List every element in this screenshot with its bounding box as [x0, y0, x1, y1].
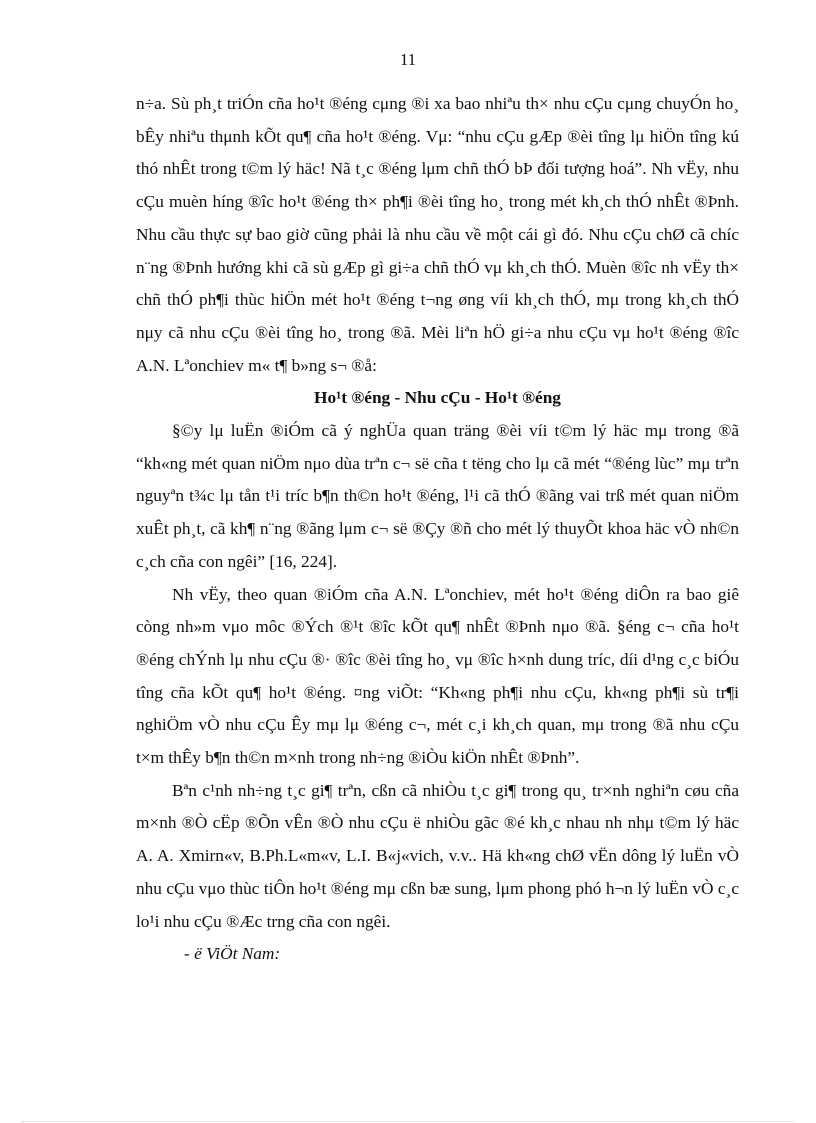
subsection-heading: - ë ViÖt Nam:	[184, 944, 281, 964]
paragraph-3: Nh vËy, theo quan ®iÓm cña A.N. Lªonchiev, mét ho¹t ®éng diÔn ra bao giê còng nh»m vμo môc ®Ých ®¹t ®îc kÕt qu¶ nhÊt ®Þnh nμo ®ã. §éng c¬ cña ho¹t ®éng chÝnh lμ nhu cÇu ®· ®îc ®èi tîng ho¸ vμ ®îc h×nh dung tríc, díi d¹ng c¸c biÓu tîng cña kÕt qu¶ ho¹t ®éng. ¤ng viÕt: “Kh«ng ph¶i nhu cÇu, kh«ng ph¶i sù tr¶i nghiÖm vÒ nhu cÇu Êy mμ lμ ®éng c¬, mét c¸i kh¸ch quan, mμ trong ®ã nhu cÇu t×m thÊy b¶n th©n m×nh trong nh÷ng ®iÒu kiÖn nhÊt ®Þnh”.	[136, 584, 739, 768]
paragraph-2: §©y lμ luËn ®iÓm cã ý nghÜa quan träng ®èi víi t©m lý häc mμ trong ®ã “kh«ng mét quan niÖm nμo dùa trªn c¬ së cña t tëng cho lμ cã mét “®éng lùc” mμ trªn nguyªn t¾c lμ tån t¹i tríc b¶n th©n ho¹t ®éng, l¹i cã thÓ ®ãng vai trß mét quan niÖm xuÊt ph¸t, cã kh¶ n¨ng ®ãng lμm c¬ së ®Çy ®ñ cho mét lý thuyÕt khoa häc vÒ nh©n c¸ch cña con ngêi” [16, 224].	[136, 421, 739, 571]
scheme-formula: Ho¹t ®éng - Nhu cÇu - Ho¹t ®éng	[314, 388, 561, 408]
paragraph-1: n÷a. Sù ph¸t triÓn cña ho¹t ®éng cμng ®i xa bao nhiªu th× nhu cÇu cμng chuyÓn ho¸ bÊy nhiªu thμnh kÕt qu¶ cña ho¹t ®éng. Vμ: “nhu cÇu gÆp ®èi tîng lμ hiÖn tîng kú thó nhÊt trong t©m lý häc! Nã t¸c ®éng lμm chñ thÓ bÞ đối tượng hoá”. Nh vËy, nhu cÇu muèn híng ®îc ho¹t ®éng th× ph¶i ®èi tîng ho¸ trong mét kh¸ch thÓ nhÊt ®Þnh. Nhu cầu thực sự bao giờ cũng phải là nhu cầu về một cái gì đó. Nhu cÇu chØ cã chíc n¨ng ®Þnh hướng khi cã sù gÆp gì gi÷a chñ thÓ vμ kh¸ch thÓ. Muèn ®îc nh vËy th× chñ thÓ ph¶i thùc hiÖn mét ho¹t ®éng t¬ng øng víi kh¸ch thÓ, mμ trong kh¸ch thÓ nμy cã nhu cÇu ®èi tîng ho¸ trong ®ã. Mèi liªn hÖ gi÷a nhu cÇu vμ ho¹t ®éng ®îc A.N. Lªonchiev m« t¶ b»ng s¬ ®å:	[136, 94, 739, 375]
page-number: 11	[399, 50, 417, 69]
page-bottom-border	[22, 1121, 794, 1122]
paragraph-4: Bªn c¹nh nh÷ng t¸c gi¶ trªn, cßn cã nhiÒu t¸c gi¶ trong qu¸ tr×nh nghiªn cøu cña m×nh ®Ò cËp ®Õn vÊn ®Ò nhu cÇu ë nhiÒu gãc ®é kh¸c nhau nh nhμ t©m lý häc A. A. Xmirn«v, B.Ph.L«m«v, L.I. B«j«vich, v.v.. Hä kh«ng chØ vËn dông lý luËn vÒ nhu cÇu vμo thùc tiÔn ho¹t ®éng mμ cßn bæ sung, lμm phong phó h¬n lý luËn vÒ c¸c lo¹i nhu cÇu ®Æc trng cña con ngêi.	[136, 780, 739, 931]
document-body	[136, 88, 739, 971]
